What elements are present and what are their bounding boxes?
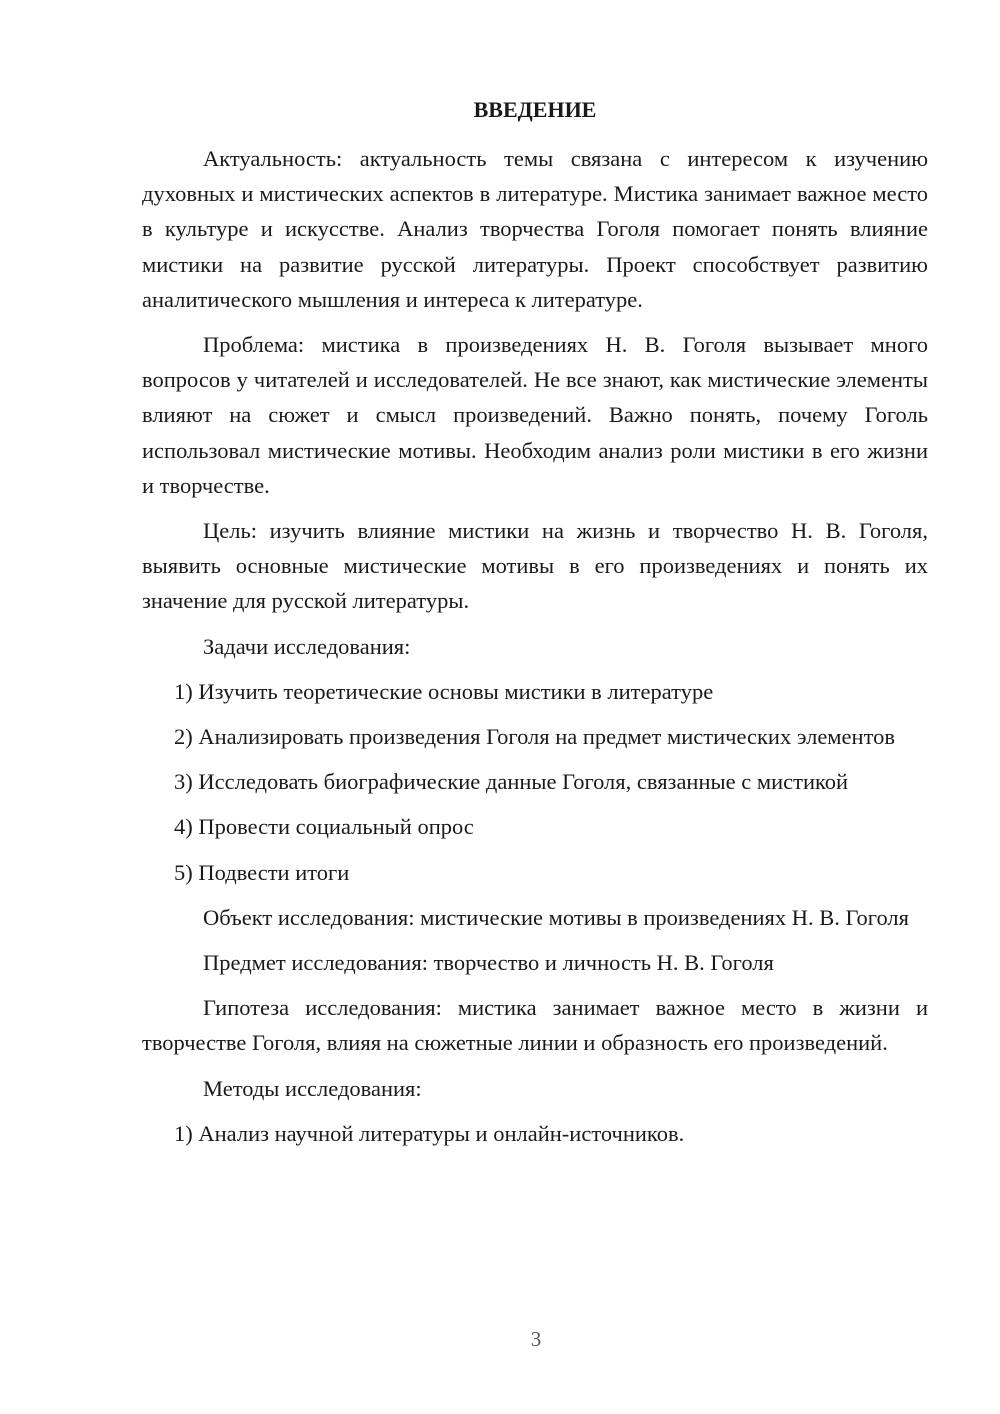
- method-item-1: 1) Анализ научной литературы и онлайн-источников.: [174, 1120, 685, 1146]
- hypothesis-paragraph: Гипотеза исследования: мистика занимает важное место в жизни и творчестве Гоголя, влияя на сюжетные линии и образность его произведений.: [142, 995, 928, 1056]
- task-item-3: 3) Исследовать биографические данные Гоголя, связанные с мистикой: [174, 769, 849, 795]
- subject-paragraph: Предмет исследования: творчество и личность Н. В. Гоголя: [203, 950, 774, 976]
- task-item-4: 4) Провести социальный опрос: [174, 814, 474, 840]
- goal-paragraph: Цель: изучить влияние мистики на жизнь и творчество Н. В. Гоголя, выявить основные мистические мотивы в его произведениях и понять их значение для русской литературы.: [142, 518, 928, 614]
- page-title: ВВЕДЕНИЕ: [473, 97, 597, 122]
- object-paragraph: Объект исследования: мистические мотивы в произведениях Н. В. Гоголя: [203, 904, 909, 930]
- page-number: 3: [530, 1327, 542, 1351]
- task-item-2: 2) Анализировать произведения Гоголя на предмет мистических элементов: [174, 724, 895, 750]
- task-item-1: 1) Изучить теоретические основы мистики в литературе: [174, 678, 714, 704]
- methods-heading: Методы исследования:: [203, 1075, 422, 1101]
- relevance-paragraph: Актуальность: актуальность темы связана с интересом к изучению духовных и мистических аспектов в литературе. Мистика занимает важное место в культуре и искусстве. Анализ творчества Гоголя помогает понять влияние мистики на развитие русской литературы. Проект способствует развитию аналитического мышления и интереса к литературе.: [142, 146, 928, 312]
- document-page: [142, 96, 928, 1161]
- tasks-heading: Задачи исследования:: [203, 633, 411, 659]
- task-item-5: 5) Подвести итоги: [174, 859, 350, 885]
- problem-paragraph: Проблема: мистика в произведениях Н. В. Гоголя вызывает много вопросов у читателей и исследователей. Не все знают, как мистические элементы влияют на сюжет и смысл произведений. Важно понять, почему Гоголь использовал мистические мотивы. Необходим анализ роли мистики в его жизни и творчестве.: [142, 332, 928, 498]
